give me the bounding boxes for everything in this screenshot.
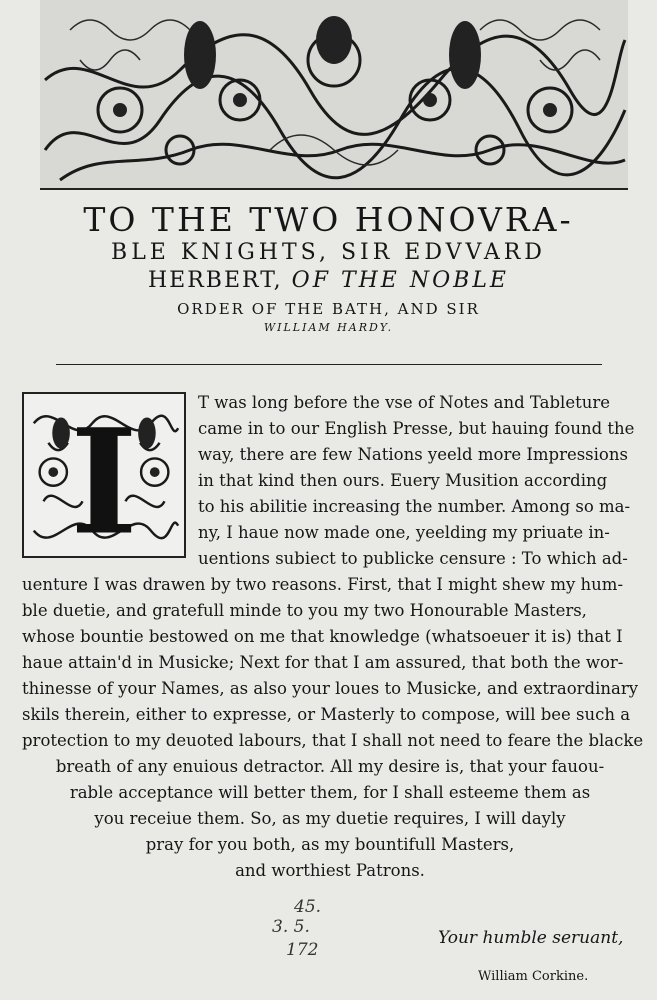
title-line-1: TO THE TWO HONOVRA- <box>83 200 574 239</box>
body-line: haue attain'd in Musicke; Next for that I am assured, that both the wor- <box>22 653 624 672</box>
title-line-4: ORDER OF THE BATH, AND SIR <box>177 300 480 318</box>
ornamental-headpiece <box>40 0 628 190</box>
handwritten-note: 45. <box>294 897 322 917</box>
body-line: rable acceptance will better them, for I shall esteeme them as <box>69 783 591 802</box>
dedication-body <box>22 390 644 884</box>
body-line: uenture I was drawen by two reasons. First, that I might shew my hum- <box>22 575 624 594</box>
title-line-5: WILLIAM HARDY. <box>263 321 394 334</box>
body-line: whose bountie bestowed on me that knowledge (whatsoeuer it is) that I <box>22 627 623 646</box>
body-line: skils therein, either to expresse, or Masterly to compose, will bee such a <box>22 705 631 724</box>
body-line: thinesse of your Names, as also your loues to Musicke, and extraordinary <box>22 679 639 698</box>
body-line: ny, I haue now made one, yeelding my priuate in- <box>198 523 610 542</box>
divider-rule <box>56 364 602 365</box>
closing-salutation: Your humble seruant, <box>438 928 624 948</box>
body-line: to his abilitie increasing the number. Among so ma- <box>198 497 631 516</box>
title-line-3 <box>0 268 657 293</box>
body-line: came in to our English Presse, but hauing found the <box>198 419 635 438</box>
body-line: T was long before the vse of Notes and Tableture <box>198 393 611 412</box>
author-signature: William Corkine. <box>478 969 589 984</box>
body-line: protection to my deuoted labours, that I shall not need to feare the blacke <box>22 731 644 750</box>
body-line: and worthiest Patrons. <box>235 861 425 880</box>
initial-letter-glyph: I <box>70 397 138 556</box>
handwritten-note: 172 <box>286 940 319 960</box>
title-line-3-italic: OF THE NOBLE <box>291 268 509 293</box>
body-line: pray for you both, as my bountifull Masters, <box>145 835 515 854</box>
body-line: you receiue them. So, as my duetie requires, I will dayly <box>94 809 566 828</box>
handwritten-note: 3. 5. <box>272 917 310 937</box>
body-line: in that kind then ours. Euery Musition according <box>198 471 608 490</box>
body-line: ble duetie, and gratefull minde to you my two Honourable Masters, <box>22 601 587 620</box>
body-line: way, there are few Nations yeeld more Impressions <box>198 445 628 464</box>
title-line-3-roman: HERBERT, <box>148 268 283 293</box>
body-line: uentions subiect to publicke censure : To which ad- <box>198 549 628 568</box>
title-line-2: BLE KNIGHTS, SIR EDVVARD <box>111 240 546 265</box>
body-line: breath of any enuious detractor. All my desire is, that your fauou- <box>55 757 605 776</box>
